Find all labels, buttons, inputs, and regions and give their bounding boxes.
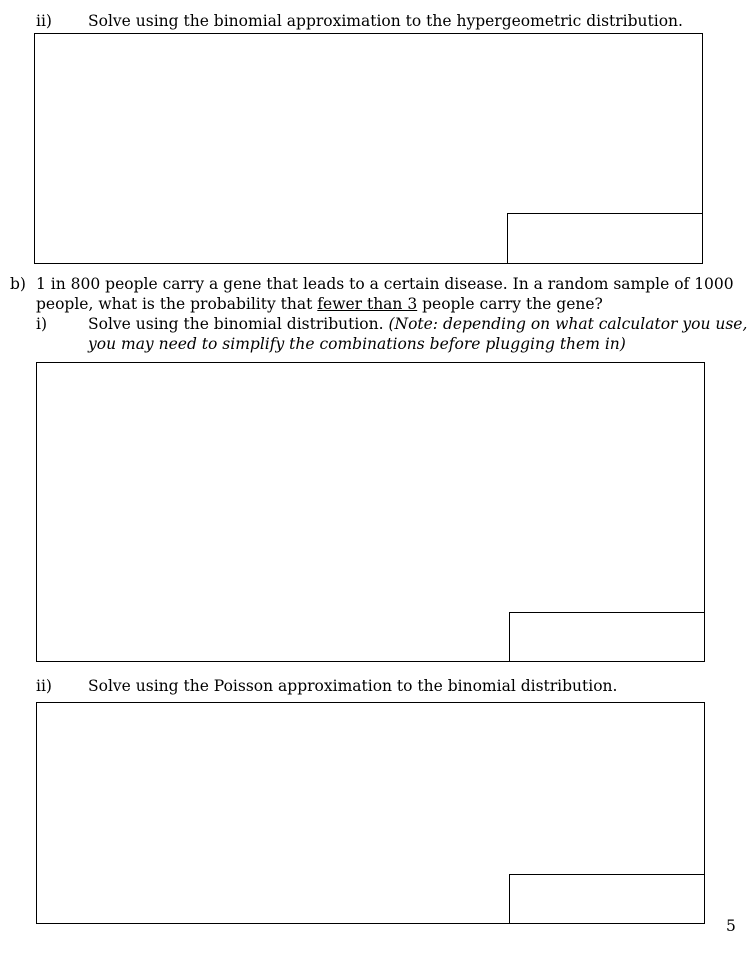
question-text: Solve using the binomial approximation to the hypergeometric distribution. — [88, 12, 683, 30]
question-text — [88, 314, 747, 334]
answer-box[interactable] — [507, 213, 703, 264]
question-label: ii) — [36, 677, 52, 695]
question-text: 1 in 800 people carry a gene that leads to a certain disease. In a random sample of 1000 — [36, 275, 734, 293]
question-label: b) — [10, 275, 26, 293]
note-text-line2 — [88, 334, 626, 354]
question-text-part: people, what is the probability that — [36, 295, 318, 313]
question-text-part: Solve using the binomial distribution. — [88, 315, 389, 333]
page-number: 5 — [726, 917, 736, 935]
answer-box[interactable] — [509, 874, 705, 924]
question-text-line2 — [36, 294, 603, 314]
question-label: i) — [36, 315, 48, 333]
note-text: you may need to simplify the combinations before plugging them in) — [88, 335, 626, 353]
answer-box[interactable] — [509, 612, 705, 662]
question-text-part: people carry the gene? — [417, 295, 603, 313]
question-label: ii) — [36, 12, 52, 30]
note-text: (Note: depending on what calculator you use, — [388, 315, 748, 333]
question-text: Solve using the Poisson approximation to the binomial distribution. — [88, 677, 618, 695]
underlined-phrase: fewer than 3 — [317, 295, 418, 313]
